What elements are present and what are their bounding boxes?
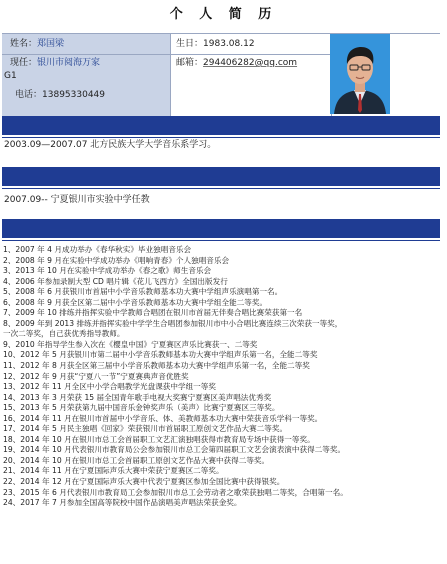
- award-item: 7、2009 年 10 排练并指挥实验中学教师合唱团在银川市首届无伴奏合唱比赛荣获第一名: [3, 308, 303, 318]
- person-portrait-icon: [330, 34, 390, 114]
- name-field: [10, 38, 64, 50]
- work-field-cont: [4, 70, 17, 82]
- name-label: 姓名：: [10, 39, 38, 49]
- email-label: 邮箱：: [176, 58, 204, 68]
- award-item: 24、2017 年 7 月参加全国高等院校中国作品演唱美声唱法荣获金奖。: [3, 498, 242, 508]
- award-item: 8、2009 年到 2013 排练并指挥实验中学学生合唱团参加银川市中小合唱比赛连续三次荣获一等奖，: [3, 318, 343, 328]
- phone-value: 13895330449: [42, 90, 106, 100]
- work-field: [10, 57, 100, 69]
- email-value[interactable]: 294406282@qq.com: [203, 58, 298, 68]
- resume-title: 个 人 简 历: [169, 7, 278, 22]
- award-item: 10、2012 年 5 月获银川市第二届中小学音乐教师基本功大赛中学组声乐第一名，全能二等奖: [3, 350, 318, 360]
- birth-field: [176, 38, 255, 50]
- profile-row-divider: [2, 54, 331, 55]
- award-item: 6、2008 年 9 月获全区第二届中小学音乐教师基本功大赛中学组全能二等奖。: [3, 297, 268, 307]
- profile-divider: [170, 34, 171, 116]
- work-divider: [2, 188, 440, 189]
- award-item: 5、2008 年 6 月获银川市首届中小学音乐教师基本功大赛中学组声乐演唱第一名。: [3, 287, 283, 297]
- email-field: [176, 57, 297, 69]
- work-section-bar: [2, 167, 440, 186]
- award-item: 4、2006 年参加录制大型 CD 唱片辑《花儿飞西方》全国出版发行: [3, 276, 228, 286]
- award-item: 1、2007 年 4 月成功举办《春华秋实》毕业独唱音乐会: [3, 245, 192, 254]
- award-item: 16、2014 年 11 月在银川市首届中小学音乐、体、美教师基本功大赛中荣获音乐学科一等奖。: [3, 413, 323, 423]
- award-item: 21、2014 年 11 月在宁夏国际声乐大赛中荣获宁夏赛区二等奖。: [3, 466, 224, 476]
- work-value: 银川市阅海万家: [37, 58, 101, 68]
- birth-label: 生日：: [176, 39, 204, 49]
- name-value: 郑国梁: [37, 39, 65, 49]
- phone-label: 电话：: [15, 90, 43, 100]
- award-item: 20、2014 年 10 月在银川市总工会首届职工原创文艺作品大赛中获得二等奖。: [3, 455, 270, 465]
- work-value-cont: G1: [4, 71, 17, 81]
- phone-field: [15, 89, 105, 101]
- education-divider: [2, 137, 440, 138]
- award-item: 一次二等奖，自己获优秀指导教师。: [3, 329, 125, 339]
- award-item: 17、2014 年 5 月民主独唱《回家》荣获银川市首届职工原创文艺作品大赛二等奖。: [3, 424, 288, 434]
- award-item: 11、2012 年 8 月获全区第三届中小学音乐教师基本功大赛中学组声乐第一名，全能二等奖: [3, 361, 310, 371]
- award-item: 12、2012 年 9 月获“宁夏八一节”宁夏赛典声音优胜奖: [3, 371, 189, 381]
- awards-section-bar: [2, 219, 440, 238]
- award-item: 22、2014 年 12 月在宁夏国际声乐大赛中代表宁夏赛区参加全国比赛中获得银奖。: [3, 477, 285, 487]
- profile-photo: [330, 34, 390, 114]
- birth-value: 1983.08.12: [203, 39, 255, 49]
- award-item: 18、2014 年 10 月在银川市总工会首届职工文艺汇演独唱获得市教育局专场中获得一等奖。: [3, 434, 315, 444]
- award-item: 19、2014 年 10 月代表银川市教育局公会参加银川市总工会第四届职工文艺会演表演中获得二等奖。: [3, 445, 346, 455]
- award-item: 15、2013 年 5 月荣获第九届中国音乐金钟奖声乐（美声）比赛宁夏赛区三等奖。: [3, 403, 280, 413]
- award-item: 2、2008 年 9 月在实验中学成功举办《唱响青春》个人独唱音乐会: [3, 255, 230, 265]
- work-label: 现任：: [10, 58, 38, 68]
- award-item: 3、2013 年 10 月在实验中学成功举办《春之歌》师生音乐会: [3, 266, 212, 276]
- work-entry: 2007.09-- 宁夏银川市实验中学任教: [4, 195, 150, 205]
- award-item: 9、2010 年指导学生参入次在《樱皇中国》宁夏赛区声乐比赛获一、二等奖: [3, 339, 258, 349]
- award-item: 23、2015 年 6 月代表银川市教育局工会参加银川市总工会劳动者之歌荣获独唱二等奖，合唱第一名。: [3, 487, 348, 497]
- awards-divider: [2, 240, 440, 241]
- award-item: 14、2013 年 3 月荣获 15 届全国青年歌手电视大奖赛宁夏赛区美声唱法优秀奖: [3, 392, 272, 402]
- education-entry: 2003.09—2007.07 北方民族大学大学音乐系学习。: [4, 140, 217, 150]
- education-section-bar: [2, 116, 440, 135]
- award-item: 13、2012 年 11 月全区中小学合唱教学光盘课获中学组一等奖: [3, 382, 216, 392]
- awards-list: [3, 245, 443, 509]
